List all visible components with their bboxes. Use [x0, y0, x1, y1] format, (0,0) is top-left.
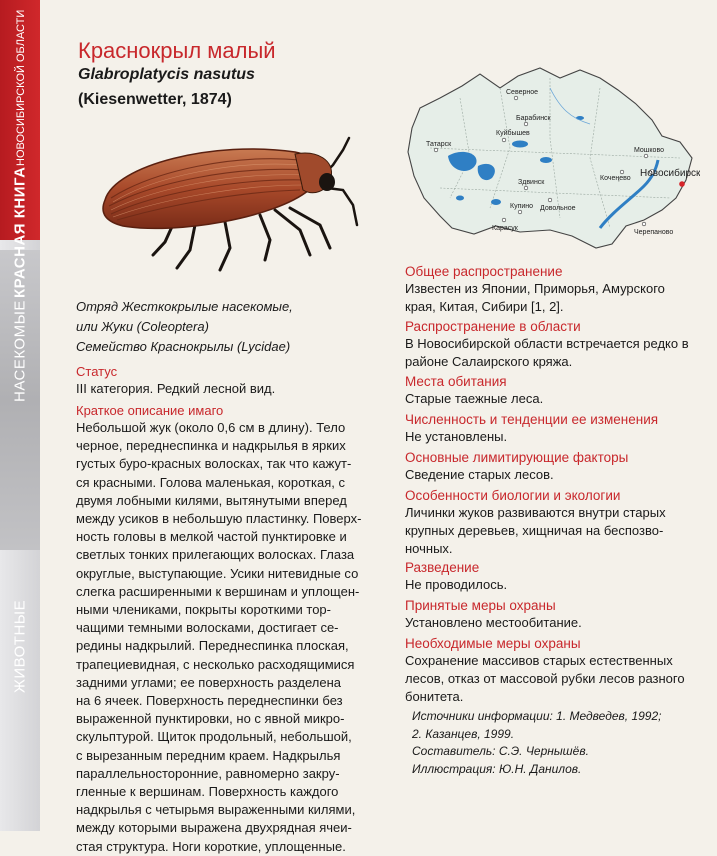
section-heading: Места обитания	[405, 374, 507, 389]
section-heading: Особенности биологии и экологии	[405, 488, 621, 503]
regional-distribution-section	[405, 318, 700, 371]
sources-line: Источники информации: 1. Медведев, 1992;	[412, 709, 662, 723]
section-heading: Краткое описание имаго	[76, 403, 224, 418]
map-city: Кочеңево	[600, 175, 631, 182]
description-section	[76, 403, 381, 856]
map-city: Куйбышев	[496, 130, 530, 137]
text-line: густых буро-красных волосках, так что кажут-	[76, 456, 352, 472]
text-line: задними углами; ее поверхность разделена	[76, 674, 341, 690]
text-line: ночных.	[405, 541, 453, 556]
map-city: Купино	[510, 203, 534, 210]
status-section	[76, 364, 381, 398]
compiler-credit: Составитель: С.Э. Чернышёв.	[412, 744, 589, 758]
text-line: В Новосибирской области встречается редко в	[405, 336, 689, 351]
taxonomy-order: Отряд Жесткокрылые насекомые,	[76, 299, 293, 314]
needed-measures-section	[405, 635, 700, 706]
text-line: стая структура. Ноги короткие, уплощенные.	[76, 838, 346, 854]
map-city: Здвинск	[518, 179, 545, 186]
text-line: Старые таежные леса.	[405, 391, 544, 406]
text-line: районе Салаирского кряжа.	[405, 354, 573, 369]
sidebar-book-title-block	[0, 10, 40, 298]
section-heading: Распространение в области	[405, 319, 581, 334]
page-title: Краснокрыл малый	[78, 38, 276, 63]
text-line: на 6 ячеек. Поверхность переднеспинки без	[76, 693, 343, 709]
section-heading: Численность и тенденции ее изменения	[405, 412, 659, 427]
text-line: гленные к вершинам. Поверхность каждого	[76, 784, 339, 800]
text-line: чащими темными волосками, достигает се-	[76, 620, 339, 636]
section-heading: Необходимые меры охраны	[405, 636, 581, 651]
text-line: Сведение старых лесов.	[405, 467, 554, 482]
text-line: Не установлены.	[405, 429, 508, 444]
text-line: крупных деревьев, хищничая на беспозво-	[405, 523, 664, 538]
illustration-credit: Иллюстрация: Ю.Н. Данилов.	[412, 761, 582, 776]
map-city: Северное	[506, 89, 539, 96]
sidebar-region: НОВОСИБИРСКОЙ ОБЛАСТИ	[15, 10, 27, 167]
text-line: бонитета.	[405, 689, 464, 704]
distribution-map	[400, 48, 700, 253]
section-heading: Разведение	[405, 560, 480, 575]
text-line: края, Китая, Сибири [1, 2].	[405, 299, 564, 314]
description-body	[76, 419, 381, 856]
text-line: надкрылья с четырьмя выраженными килями,	[76, 802, 356, 818]
sidebar-category: НАСЕКОМЫЕ	[11, 300, 29, 402]
text-line: черное, переднеспинка и надкрылья в ярких	[76, 438, 346, 454]
text-line: ными члениками, покрыты короткими тор-	[76, 602, 331, 618]
sidebar-book-title: КРАСНАЯ КНИГА	[11, 166, 29, 298]
map-city: Черепаново	[634, 229, 674, 236]
map-city: Татарск	[426, 141, 452, 148]
taxonomy-order: или Жуки (Coleoptera)	[76, 319, 209, 334]
text-line: Известен из Японии, Приморья, Амурского	[405, 281, 665, 296]
latin-name: Glabroplatycis nasutus	[78, 66, 255, 83]
text-line: слегка расширенными к вершинам и уплощен-	[76, 583, 360, 599]
text-line: Установлено местообитание.	[405, 615, 582, 630]
sources-block	[412, 708, 697, 778]
population-section	[405, 411, 700, 446]
text-line: редины надкрылий. Переднеспинка плоская,	[76, 638, 349, 654]
text-line: с вырезанным передним краем. Надкрылья	[76, 747, 341, 763]
text-line: ся красными. Голова маленькая, короткая, с	[76, 474, 345, 490]
map-city: Карасук	[492, 225, 518, 232]
text-line: трапециевидная, с несколько расходящимися	[76, 656, 355, 672]
map-city: Новосибирск	[640, 168, 700, 179]
occurrence-marker	[679, 181, 685, 187]
map-city: Барабинск	[516, 115, 551, 122]
text-line: округлые, выступающие. Усики нитевидные со	[76, 565, 359, 581]
general-distribution-section	[405, 263, 700, 316]
habitat-section	[405, 373, 700, 408]
section-heading: Основные лимитирующие факторы	[405, 450, 629, 465]
breeding-section	[405, 559, 700, 594]
text-line: выраженной пунктировки, но с явной микро-	[76, 711, 345, 727]
taxonomy-family: Семейство Краснокрылы (Lycidae)	[76, 339, 291, 354]
text-line: Небольшой жук (около 0,6 см в длину). Тело	[76, 420, 346, 435]
map-city: Мошково	[634, 147, 664, 154]
text-line: скульптурой. Щиток продольный, небольшой,	[76, 729, 352, 745]
limiting-factors-section	[405, 449, 700, 484]
text-line: лесов, отказ от массовой рубки лесов разного	[405, 671, 685, 686]
section-heading: Принятые меры охраны	[405, 598, 556, 613]
text-line: между которыми выражена двухрядная ячеи-	[76, 820, 352, 836]
taxonomy-block	[76, 297, 376, 357]
text-line: Не проводилось.	[405, 577, 508, 592]
map-city: Довольное	[540, 205, 576, 212]
biology-section	[405, 487, 700, 558]
section-text: III категория. Редкий лесной вид.	[76, 381, 276, 396]
text-line: ность головы в мелкой частой пунктировке и	[76, 529, 347, 545]
text-line: Сохранение массивов старых естественных	[405, 653, 673, 668]
text-line: Личинки жуков развиваются внутри старых	[405, 505, 666, 520]
taken-measures-section	[405, 597, 700, 632]
text-line: между усиков в небольшую пластинку. Поверх-	[76, 511, 362, 527]
text-line: двумя лобными килями, вытянутыми вперед	[76, 492, 347, 508]
beetle-illustration	[95, 130, 360, 275]
sidebar-kingdom: ЖИВОТНЫЕ	[11, 600, 29, 694]
section-heading: Общее распространение	[405, 264, 563, 279]
sources-line: 2. Казанцев, 1999.	[412, 726, 515, 741]
text-line: параллельносторонние, равномерно закру-	[76, 765, 340, 781]
section-heading: Статус	[76, 364, 118, 379]
author-citation: (Kiesenwetter, 1874)	[78, 91, 232, 108]
text-line: светлых тонких прилегающих волосках. Глаза	[76, 547, 355, 563]
